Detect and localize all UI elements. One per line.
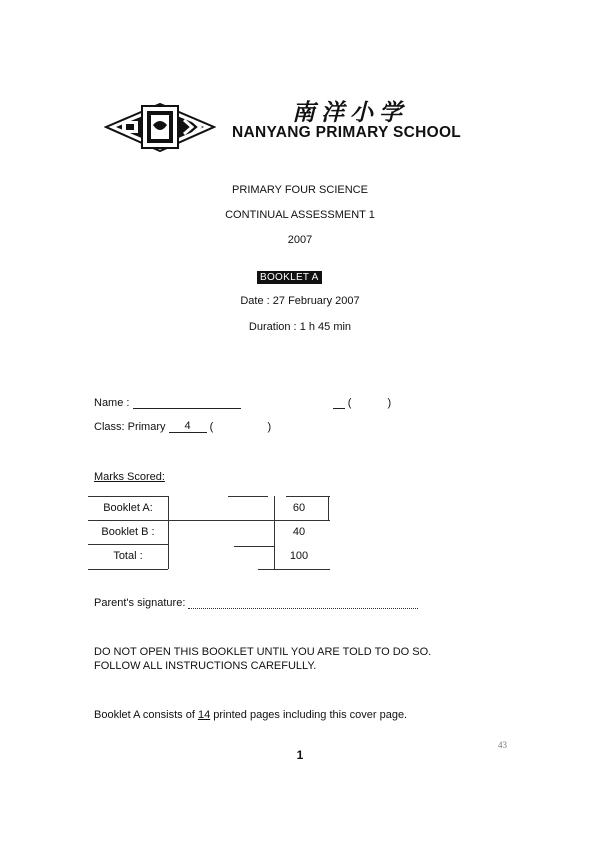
class-label: Class: Primary: [94, 421, 166, 433]
page-count-suffix: printed pages including this cover page.: [213, 709, 408, 721]
school-name: NANYANG PRIMARY SCHOOL: [232, 124, 462, 141]
instruction-line-1: DO NOT OPEN THIS BOOKLET UNTIL YOU ARE TOLD TO DO SO.: [94, 646, 432, 658]
date-value: 27 February 2007: [272, 295, 360, 307]
chinese-school-name: 南洋小学: [292, 99, 408, 126]
name-line[interactable]: [133, 396, 241, 409]
signature-label: Parent's signature:: [94, 597, 186, 609]
level-subject: PRIMARY FOUR SCIENCE: [232, 184, 368, 196]
instruction-line-2: FOLLOW ALL INSTRUCTIONS CAREFULLY.: [94, 660, 317, 672]
marks-row-value: 40: [292, 526, 306, 538]
school-logo-icon: [104, 100, 216, 155]
class-value[interactable]: 4: [169, 420, 207, 433]
signature-line[interactable]: [188, 598, 418, 609]
marks-row-label: Total :: [113, 550, 143, 562]
duration-label: Duration :: [248, 321, 297, 333]
exam-date: [0, 295, 600, 307]
name-field: [94, 396, 391, 409]
exam-year: 2007: [287, 234, 313, 246]
duration-value: 1 h 45 min: [299, 321, 352, 333]
page-count-note: [94, 709, 407, 721]
marks-row-label: Booklet B :: [101, 526, 155, 538]
register-open-paren: (: [347, 397, 352, 409]
marks-row-label: Booklet A:: [103, 502, 153, 514]
page-number: 1: [296, 748, 304, 762]
marks-row-value: 100: [289, 550, 309, 562]
register-close-paren: ): [387, 397, 392, 409]
marks-table: [88, 496, 330, 570]
parent-signature-field: [94, 597, 418, 609]
stray-mark: 43: [498, 740, 507, 750]
class-close-paren: ): [267, 421, 272, 433]
marks-row-value: 60: [292, 502, 306, 514]
page-count: 14: [197, 709, 211, 721]
date-label: Date :: [240, 295, 270, 307]
class-field: [94, 420, 271, 433]
page-count-prefix: Booklet A consists of: [94, 709, 195, 721]
exam-duration: [0, 321, 600, 333]
booklet-tag: BOOKLET A: [257, 271, 322, 284]
marks-heading: Marks Scored:: [94, 471, 165, 483]
name-label: Name :: [94, 397, 130, 409]
instructions: [94, 645, 431, 673]
class-open-paren: (: [209, 421, 214, 433]
assessment-title: CONTINUAL ASSESSMENT 1: [225, 209, 375, 221]
